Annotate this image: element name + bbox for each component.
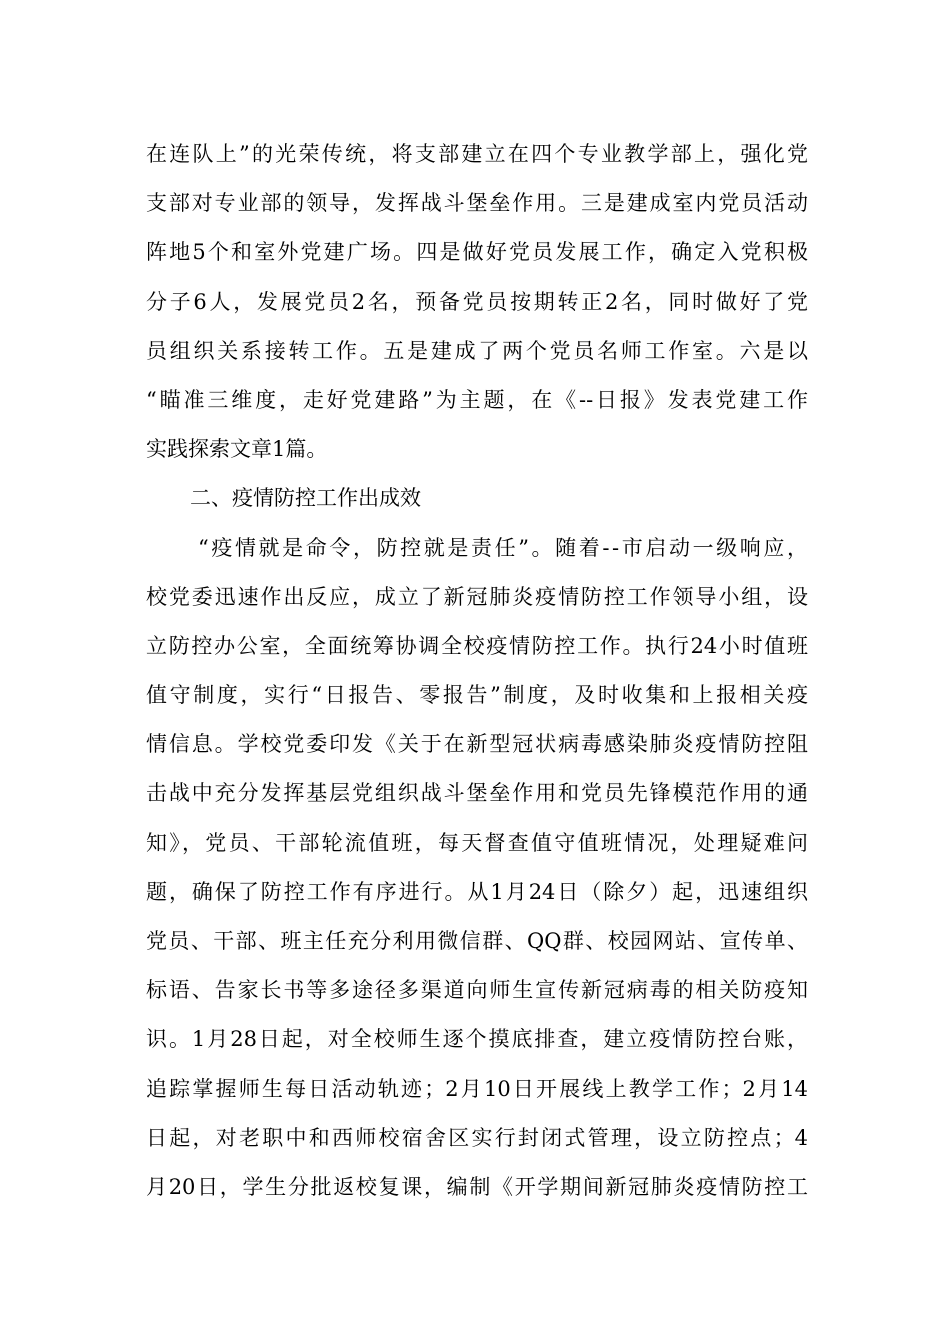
text-line: 知》，党员、干部轮流值班，每天督查值守值班情况，处理疑难问 xyxy=(146,830,808,855)
text-line: 在连队上”的光荣传统，将支部建立在四个专业教学部上，强化党 xyxy=(146,142,808,166)
text-line: “疫情就是命令，防控就是责任”。随着--市启动一级响应， xyxy=(198,535,811,560)
text-line: 标语、告家长书等多途径多渠道向师生宣传新冠病毒的相关防疫知 xyxy=(146,978,808,1003)
text-line: 追踪掌握师生每日活动轨迹；2月10日开展线上教学工作；2月14 xyxy=(146,1076,808,1101)
text-line: 员组织关系接转工作。五是建成了两个党员名师工作室。六是以 xyxy=(146,338,808,363)
text-line: 校党委迅速作出反应，成立了新冠肺炎疫情防控工作领导小组，设 xyxy=(146,584,808,609)
text-line: “瞄准三维度，走好党建路”为主题，在《--日报》发表党建工作 xyxy=(146,387,808,412)
text-line: 分子6人，发展党员2名，预备党员按期转正2名，同时做好了党 xyxy=(146,289,808,314)
text-line: 支部对专业部的领导，发挥战斗堡垒作用。三是建成室内党员活动 xyxy=(146,191,808,216)
text-line: 党员、干部、班主任充分利用微信群、QQ群、校园网站、宣传单、 xyxy=(146,929,808,953)
text-line: 立防控办公室，全面统筹协调全校疫情防控工作。执行24小时值班 xyxy=(146,633,808,658)
text-line: 值守制度，实行“日报告、零报告”制度，及时收集和上报相关疫 xyxy=(146,683,808,708)
text-line: 阵地5个和室外党建广场。四是做好党员发展工作，确定入党积极 xyxy=(146,240,808,265)
text-line: 情信息。学校党委印发《关于在新型冠状病毒感染肺炎疫情防控阻 xyxy=(146,732,808,757)
text-line: 识。1月28日起，对全校师生逐个摸底排查，建立疫情防控台账， xyxy=(146,1027,808,1052)
text-line: 实践探索文章1篇。 xyxy=(146,437,328,462)
text-line: 月20日，学生分批返校复课，编制《开学期间新冠肺炎疫情防控工 xyxy=(146,1174,808,1199)
document-body xyxy=(146,130,811,1212)
section-heading: 二、疫情防控工作出成效 xyxy=(190,486,421,511)
text-line: 题，确保了防控工作有序进行。从1月24日（除夕）起，迅速组织 xyxy=(146,879,808,904)
text-line: 日起，对老职中和西师校宿舍区实行封闭式管理，设立防控点；4 xyxy=(146,1125,808,1150)
text-line: 击战中充分发挥基层党组织战斗堡垒作用和党员先锋模范作用的通 xyxy=(146,781,808,806)
